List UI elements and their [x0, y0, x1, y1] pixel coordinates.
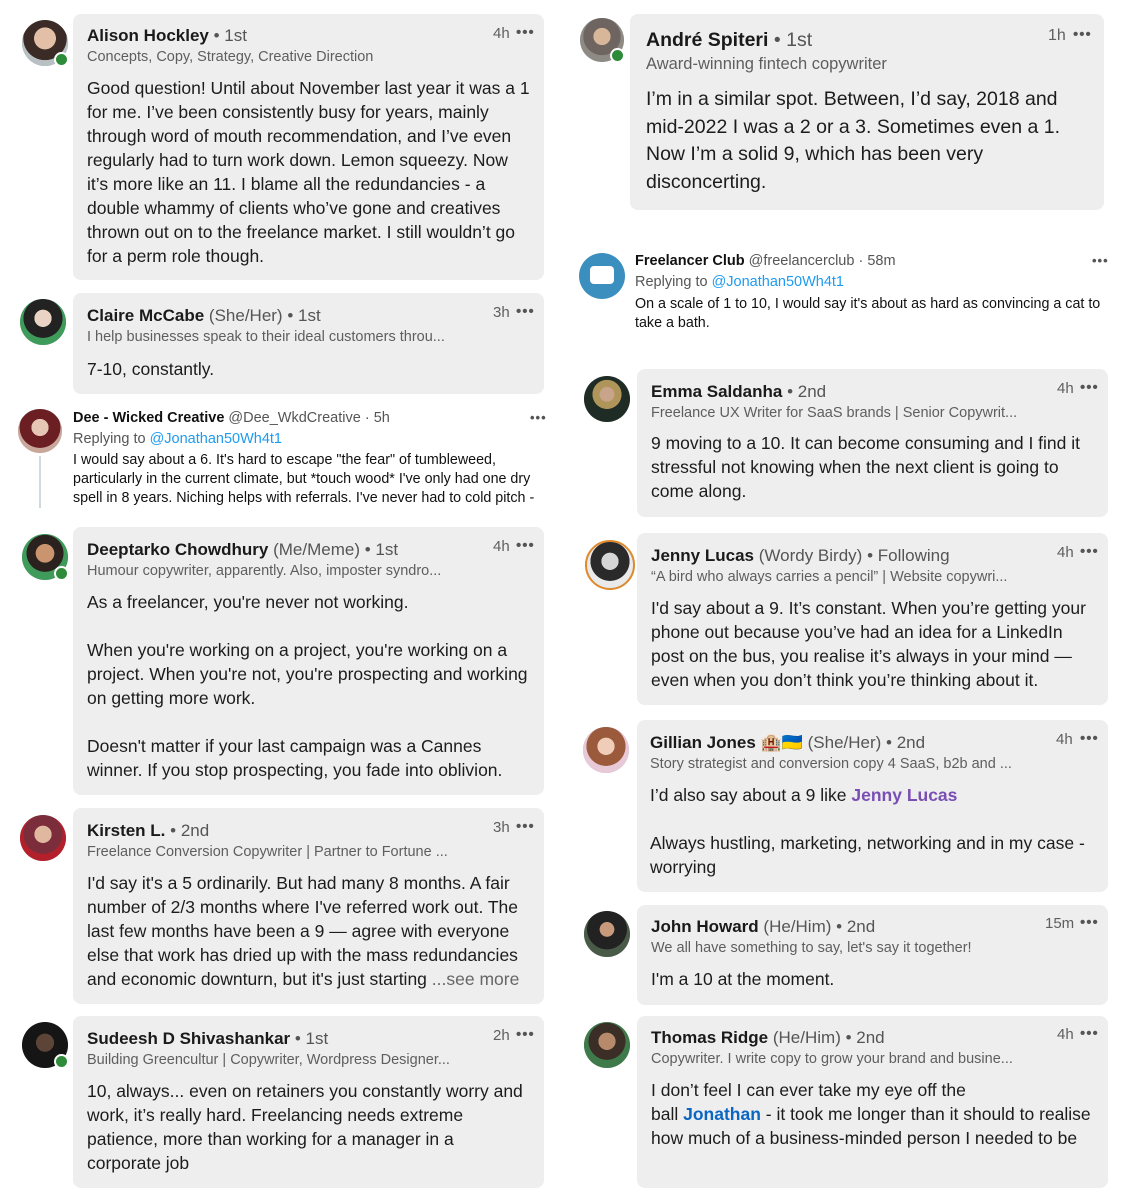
comment-text: I'm a 10 at the moment. [651, 969, 835, 989]
timestamp: 3h [493, 819, 510, 836]
connection-degree: • 2nd [787, 382, 827, 401]
thread-line [39, 456, 41, 508]
avatar[interactable] [18, 409, 62, 453]
replying-to-handle[interactable]: @Jonathan50Wh4t1 [711, 274, 844, 290]
tweet-time: · 5h [364, 410, 390, 426]
replying-to: Replying to @Jonathan50Wh4t1 [73, 431, 282, 447]
tweet-handle: @Dee_WkdCreative [228, 410, 361, 426]
more-options-icon[interactable]: ••• [516, 303, 535, 320]
timestamp: 4h [1057, 544, 1074, 561]
author-headline: “A bird who always carries a pencil” | Website copywri... [651, 569, 1008, 585]
timestamp: 4h [493, 25, 510, 42]
comment-card [637, 905, 1108, 1005]
connection-degree: • Following [867, 546, 950, 565]
comment-text: I’m in a similar spot. Between, I’d say, 2018 and mid-2022 I was a 2 or a 3. Sometimes even a 1. Now I’m a solid 9, which has been very disconcerting. [646, 88, 1061, 193]
mention-link[interactable]: Jonathan [683, 1104, 761, 1124]
author-headline: We all have something to say, let's say it together! [651, 940, 972, 956]
tweet-handle: @freelancerclub [748, 253, 855, 269]
mention-link[interactable]: Jenny Lucas [851, 785, 958, 805]
comment-card [73, 14, 544, 280]
timestamp: 4h [1057, 1026, 1074, 1043]
comment-card [637, 369, 1108, 517]
comment-card [630, 14, 1104, 210]
comment-card [73, 293, 544, 394]
more-options-icon[interactable]: ••• [530, 410, 547, 425]
connection-degree: • 1st [287, 306, 321, 325]
comment-text: I’d also say about a 9 like Jenny Lucas Always hustling, marketing, networking and in my case - worrying [650, 785, 1085, 877]
avatar[interactable] [579, 253, 625, 299]
more-options-icon[interactable]: ••• [1080, 379, 1099, 396]
connection-degree: • 2nd [170, 821, 210, 840]
avatar[interactable] [580, 18, 624, 62]
tweet-author[interactable]: Freelancer Club @freelancerclub · 58m [635, 253, 896, 269]
pronouns: (She/Her) [807, 733, 882, 752]
timestamp: 4h [1056, 731, 1073, 748]
more-options-icon[interactable]: ••• [516, 24, 535, 41]
online-status-icon [54, 1054, 69, 1069]
timestamp: 1h [1048, 27, 1066, 44]
pronouns: (He/Him) [772, 1028, 841, 1047]
connection-degree: • 2nd [845, 1028, 885, 1047]
avatar[interactable] [22, 534, 68, 580]
replying-to-handle[interactable]: @Jonathan50Wh4t1 [149, 431, 282, 447]
avatar[interactable] [584, 376, 630, 422]
more-options-icon[interactable]: ••• [1080, 543, 1099, 560]
chat-bubble-icon [590, 266, 614, 284]
timestamp: 4h [493, 538, 510, 555]
more-options-icon[interactable]: ••• [1080, 730, 1099, 747]
see-more-link[interactable]: ...see more [431, 969, 520, 989]
avatar[interactable] [583, 727, 629, 773]
avatar[interactable] [22, 1022, 68, 1068]
author-headline: Building Greencultur | Copywriter, Wordpress Designer... [87, 1052, 450, 1068]
comment-text: 9 moving to a 10. It can become consuming and I find it stressful not knowing when the next client is going to come along. [651, 433, 1080, 501]
avatar[interactable] [584, 1022, 630, 1068]
timestamp: 3h [493, 304, 510, 321]
comment-card [637, 720, 1108, 892]
comment-card [637, 533, 1108, 705]
author-name[interactable]: André Spiteri [646, 29, 769, 51]
pronouns: (Wordy Birdy) [758, 546, 863, 565]
author-headline: Freelance Conversion Copywriter | Partner to Fortune ... [87, 844, 448, 860]
comment-text: As a freelancer, you're never not working. When you're working on a project, you're working on a project. When you're not, you're prospecting and working on getting more work. Doesn't matter if your last campaign was a Cannes winner. If you stop prospecting, you fade into oblivion. [87, 592, 528, 780]
connection-degree: • 2nd [886, 733, 926, 752]
pronouns: (She/Her) [208, 306, 283, 325]
author-name[interactable]: Thomas Ridge [651, 1028, 769, 1047]
author-name[interactable]: Jenny Lucas [651, 546, 754, 565]
author-name[interactable]: Deeptarko Chowdhury [87, 540, 269, 559]
comment-card [73, 527, 544, 795]
more-options-icon[interactable]: ••• [516, 818, 535, 835]
tweet-author[interactable]: Dee - Wicked Creative @Dee_WkdCreative · 5h [73, 410, 390, 426]
author-headline: Humour copywriter, apparently. Also, imposter syndro... [87, 563, 442, 579]
author-name[interactable]: Gillian Jones 🏨🇺🇦 [650, 733, 803, 752]
author-name[interactable]: John Howard [651, 917, 759, 936]
more-options-icon[interactable]: ••• [516, 537, 535, 554]
online-status-icon [610, 48, 625, 63]
replying-to: Replying to @Jonathan50Wh4t1 [635, 274, 844, 290]
comment-card [637, 1016, 1108, 1188]
avatar[interactable] [20, 299, 66, 345]
tweet-text: I would say about a 6. It's hard to escape "the fear" of tumbleweed, particularly in the current climate, but *touch wood* I've only had one dry spell in 8 years. Niching helps with referrals. I've never had to cold pitch - [73, 452, 535, 506]
timestamp: 4h [1057, 380, 1074, 397]
online-status-icon [54, 566, 69, 581]
more-options-icon[interactable]: ••• [1073, 26, 1092, 43]
more-options-icon[interactable]: ••• [1080, 1025, 1099, 1042]
timestamp: 15m [1045, 915, 1075, 932]
avatar[interactable] [20, 815, 66, 861]
timestamp: 2h [493, 1027, 510, 1044]
author-name[interactable]: Emma Saldanha [651, 382, 783, 401]
avatar[interactable] [22, 20, 68, 66]
connection-degree: • 1st [773, 29, 813, 51]
comment-text: I don’t feel I can ever take my eye off the ball Jonathan - it took me longer than it should to realise how much of a business-minded person I needed to be [651, 1080, 1091, 1148]
author-name[interactable]: Sudeesh D Shivashankar [87, 1029, 291, 1048]
comment-text: I'd say about a 9. It’s constant. When you’re getting your phone out because you’ve had an idea for a LinkedIn post on the bus, you realise it’s always in your mind — even when you don’t think you’re thinking about it. [651, 598, 1086, 690]
connection-degree: • 1st [294, 1029, 329, 1048]
more-options-icon[interactable]: ••• [1080, 914, 1099, 931]
comment-text: Good question! Until about November last year it was a 1 for me. I’ve been consistently busy for years, mainly through word of mouth recommendation, and I’ve even regularly had to turn work down. Lemon squeezy. Now it’s more like an 11. I blame all the redundancies - a double whammy of clients who’ve gone and creatives thrown out on to the freelance market. I still wouldn’t go for a perm role though. [87, 78, 530, 266]
tweet-time: · 58m [858, 253, 896, 269]
more-options-icon[interactable]: ••• [516, 1026, 535, 1043]
comment-card [73, 1016, 544, 1188]
pronouns: (Me/Meme) [273, 540, 360, 559]
author-headline: Concepts, Copy, Strategy, Creative Direction [87, 49, 374, 65]
author-headline: Copywriter. I write copy to grow your brand and busine... [651, 1051, 1013, 1067]
pronouns: (He/Him) [763, 917, 832, 936]
comment-text: I'd say it's a 5 ordinarily. But had many 8 months. A fair number of 2/3 months where I've referred work out. The last few months have been a 9 — agree with everyone else that work has dried up with the mass redundancies and economic downturn, but it's just starting ...see more [87, 873, 520, 989]
author-headline: Freelance UX Writer for SaaS brands | Senior Copywrit... [651, 405, 1018, 421]
comment-card [73, 808, 544, 1004]
author-headline: Award-winning fintech copywriter [646, 55, 887, 73]
comment-text: 10, always... even on retainers you constantly worry and work, it’s really hard. Freelancing needs extreme patience, more than working for a manager in a corporate job [87, 1081, 523, 1173]
author-name[interactable]: Alison Hockley [87, 26, 209, 45]
tweet-text: On a scale of 1 to 10, I would say it's about as hard as convincing a cat to take a bath. [635, 296, 1101, 331]
comment-text: 7-10, constantly. [87, 359, 215, 379]
author-name[interactable]: Kirsten L. [87, 821, 166, 840]
connection-degree: • 2nd [836, 917, 876, 936]
author-name[interactable]: Claire McCabe [87, 306, 205, 325]
author-headline: I help businesses speak to their ideal customers throu... [87, 329, 445, 345]
author-headline: Story strategist and conversion copy 4 SaaS, b2b and ... [650, 756, 1012, 772]
avatar[interactable] [585, 540, 635, 590]
avatar[interactable] [584, 911, 630, 957]
more-options-icon[interactable]: ••• [1092, 253, 1109, 268]
connection-degree: • 1st [364, 540, 399, 559]
online-status-icon [54, 52, 69, 67]
connection-degree: • 1st [213, 26, 247, 45]
